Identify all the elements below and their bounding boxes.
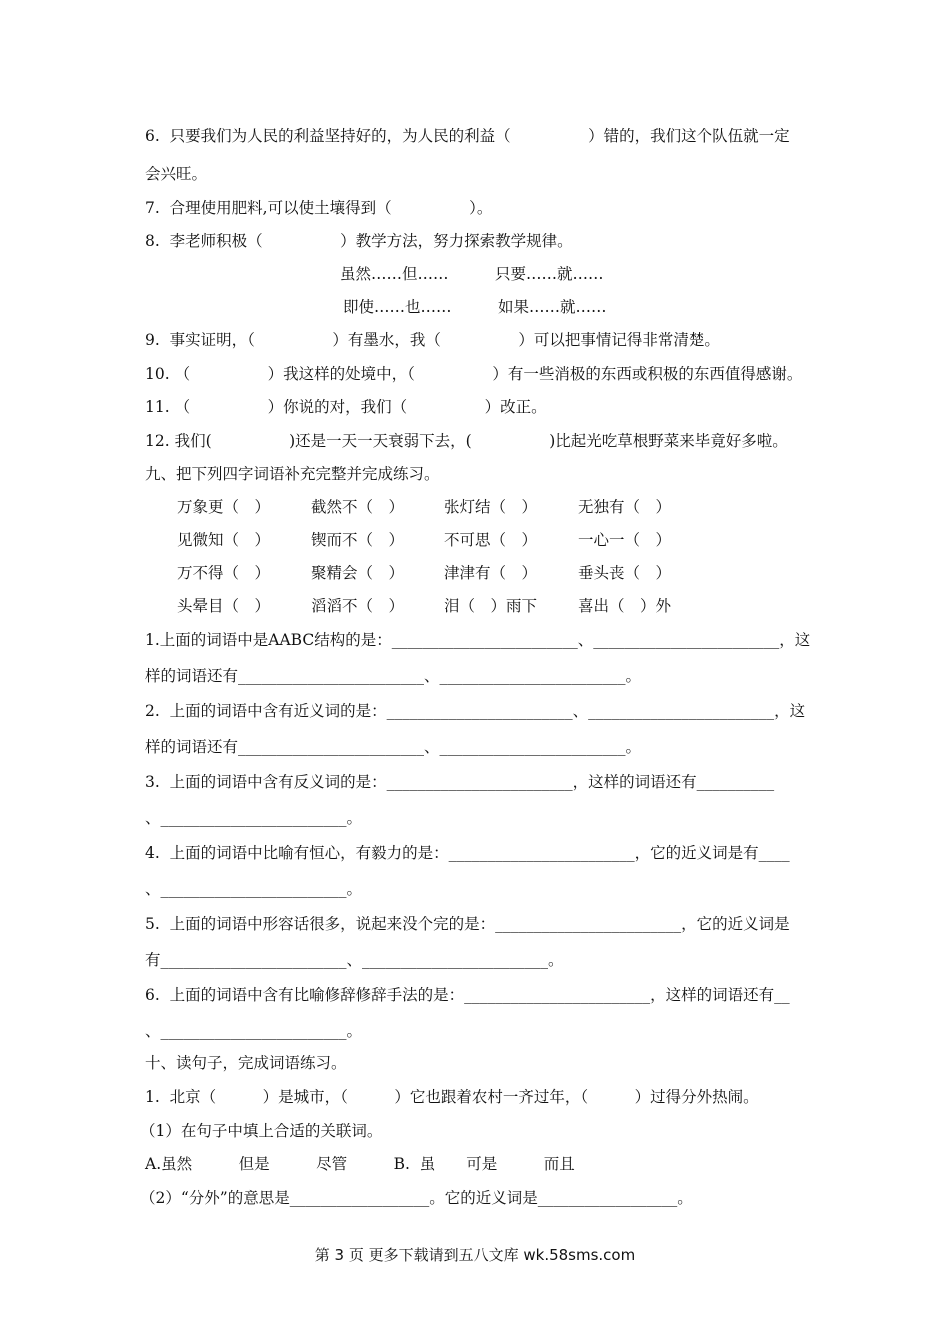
exercise-line: 、________________________。: [145, 1022, 363, 1040]
idiom-cell: 津津有（ ）: [444, 564, 538, 582]
idiom-cell: 锲而不（ ）: [311, 531, 405, 549]
question-9: 9. 事实证明，（ ）有墨水，我（ ）可以把事情记得非常清楚。: [145, 331, 720, 349]
question-10: 10. （ ）我这样的处境中，（ ）有一些消极的东西或积极的东西值得感谢。: [145, 365, 803, 383]
conjunction-options-row-1: 虽然……但…… 只要……就……: [340, 265, 604, 283]
idiom-cell: 见微知（ ）: [177, 531, 271, 549]
question-6-line-2: 会兴旺。: [145, 165, 208, 183]
exercise-line: 2. 上面的词语中含有近义词的是：________________________、________________________，这: [145, 702, 806, 720]
idiom-cell: 无独有（ ）: [578, 498, 672, 516]
exercise-line: 4. 上面的词语中比喻有恒心，有毅力的是：________________________，它的近义词是有____: [145, 844, 790, 862]
question-12: 12. 我们( )还是一天一天衰弱下去，( )比起光吃草根野菜来毕竟好多啦。: [145, 432, 788, 450]
idiom-cell: 截然不（ ）: [311, 498, 405, 516]
idiom-cell: 万象更（ ）: [177, 498, 271, 516]
idiom-cell: 聚精会（ ）: [311, 564, 405, 582]
section-10-heading: 十、读句子，完成词语练习。: [145, 1054, 347, 1072]
question-8: 8. 李老师积极（ ）教学方法，努力探索教学规律。: [145, 232, 573, 250]
section-10-subquestion-1: （1）在句子中填上合适的关联词。: [140, 1122, 383, 1140]
question-7: 7. 合理使用肥料,可以使土壤得到（ ）。: [145, 199, 493, 217]
idiom-cell: 头晕目（ ）: [177, 597, 271, 615]
idiom-cell: 垂头丧（ ）: [578, 564, 672, 582]
idiom-cell: 不可思（ ）: [444, 531, 538, 549]
exercise-line: 5. 上面的词语中形容话很多，说起来没个完的是：________________________，它的近义词是: [145, 915, 790, 933]
exercise-line: 样的词语还有________________________、________________________。: [145, 738, 642, 756]
idiom-cell: 喜出（ ）外: [578, 597, 672, 615]
question-6-line-1: 6. 只要我们为人民的利益坚持好的，为人民的利益（ ）错的，我们这个队伍就一定: [145, 127, 790, 145]
idiom-cell: 泪（ ）雨下: [444, 597, 538, 615]
conjunction-choices: A.虽然 但是 尽管 B. 虽 可是 而且: [145, 1155, 575, 1173]
exercise-line: 、________________________。: [145, 880, 363, 898]
exercise-line: 6. 上面的词语中含有比喻修辞修辞手法的是：________________________，这样的词语还有__: [145, 986, 790, 1004]
idiom-cell: 滔滔不（ ）: [311, 597, 405, 615]
page-footer: 第 3 页 更多下载请到五八文库 wk.58sms.com: [314, 1246, 636, 1264]
idiom-cell: 万不得（ ）: [177, 564, 271, 582]
exercise-line: 3. 上面的词语中含有反义词的是：________________________，这样的词语还有__________: [145, 773, 775, 791]
exercise-line: 、________________________。: [145, 809, 363, 827]
section-10-subquestion-2: （2）“分外”的意思是__________________。它的近义词是__________________。: [140, 1189, 693, 1207]
idiom-cell: 一心一（ ）: [578, 531, 672, 549]
exercise-line: 样的词语还有________________________、________________________。: [145, 667, 642, 685]
question-11: 11. （ ）你说的对，我们（ ）改正。: [145, 398, 547, 416]
section-10-question-1: 1. 北京（ ）是城市，（ ）它也跟着农村一齐过年，（ ）过得分外热闹。: [145, 1088, 759, 1106]
conjunction-options-row-2: 即使……也…… 如果……就……: [343, 298, 607, 316]
idiom-cell: 张灯结（ ）: [444, 498, 538, 516]
exercise-line: 有________________________、________________________。: [145, 951, 564, 969]
exercise-line: 1.上面的词语中是AABC结构的是：________________________、________________________，这: [145, 631, 811, 649]
section-9-heading: 九、把下列四字词语补充完整并完成练习。: [145, 465, 440, 483]
